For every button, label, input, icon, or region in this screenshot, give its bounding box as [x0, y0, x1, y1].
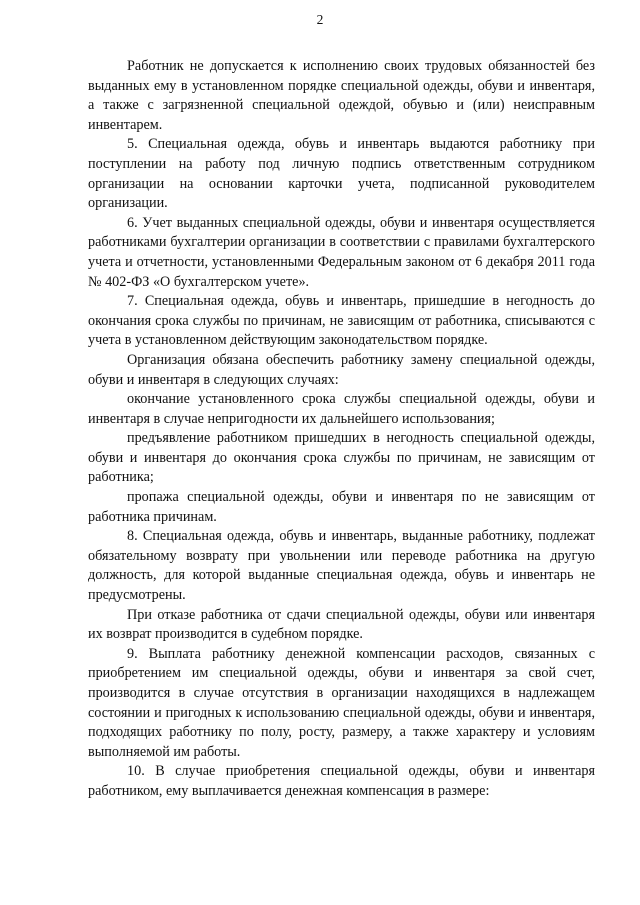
document-body — [88, 57, 595, 802]
paragraph-item-9: 9. Выплата работнику денежной компенсации расходов, связанных с приобретением им специальной одежды, обуви и инвентаря за свой счет, производится в случае отсутствия в организации находящихся в надлежащем состоянии и пригодных к использованию специальной одежды, обуви и инвентаря, подходящих работнику по полу, росту, размеру, а также характеру и условиям выполняемой им работы. — [88, 645, 595, 760]
paragraph-item-5: 5. Специальная одежда, обувь и инвентарь выдаются работнику при поступлении на работу под личную подпись ответственным сотрудником организации на основании карточки учета, подписанной руководителем организации. — [88, 136, 595, 212]
page-number: 2 — [316, 12, 324, 27]
paragraph-case-unfit: предъявление работником пришедших в негодность специальной одежды, обуви и инвентаря до окончания срока службы по причинам, не зависящим от работника; — [88, 430, 595, 486]
paragraph-item-10: 10. В случае приобретения специальной одежды, обуви и инвентаря работником, ему выплачивается денежная компенсация в размере: — [88, 763, 595, 799]
paragraph-item-6: 6. Учет выданных специальной одежды, обуви и инвентаря осуществляется работниками бухгалтерии организации в соответствии с правилами бухгалтерского учета и отчетности, установленными Федеральным законом от 6 декабря 2011 года № 402-ФЗ «О бухгалтерском учете». — [88, 214, 595, 290]
paragraph-refusal-return: При отказе работника от сдачи специальной одежды, обуви или инвентаря их возврат производится в судебном порядке. — [88, 606, 595, 643]
paragraph-case-expiry: окончание установленного срока службы специальной одежды, обуви и инвентаря в случае непригодности их дальнейшего использования; — [88, 391, 595, 427]
paragraph-worker-not-admitted: Работник не допускается к исполнению своих трудовых обязанностей без выданных ему в установленном порядке специальной одежды, обуви и инвентаря, а также с загрязненной специальной одеждой, обувью и (или) неисправным инвентарем. — [88, 58, 595, 133]
paragraph-item-8: 8. Специальная одежда, обувь и инвентарь, выданные работнику, подлежат обязательному возврату при увольнении или переводе работника на другую должность, для которой выданные специальная одежда, обувь и инвентарь не предусмотрены. — [88, 528, 595, 604]
paragraph-case-loss: пропажа специальной одежды, обуви и инвентаря по не зависящим от работника причинам. — [88, 489, 595, 525]
paragraph-replacement-obligation: Организация обязана обеспечить работнику замену специальной одежды, обуви и инвентаря в следующих случаях: — [88, 351, 595, 388]
paragraph-item-7: 7. Специальная одежда, обувь и инвентарь, пришедшие в негодность до окончания срока службы по причинам, не зависящим от работника, списываются с учета в установленном действующим законодательством порядке. — [88, 293, 595, 349]
